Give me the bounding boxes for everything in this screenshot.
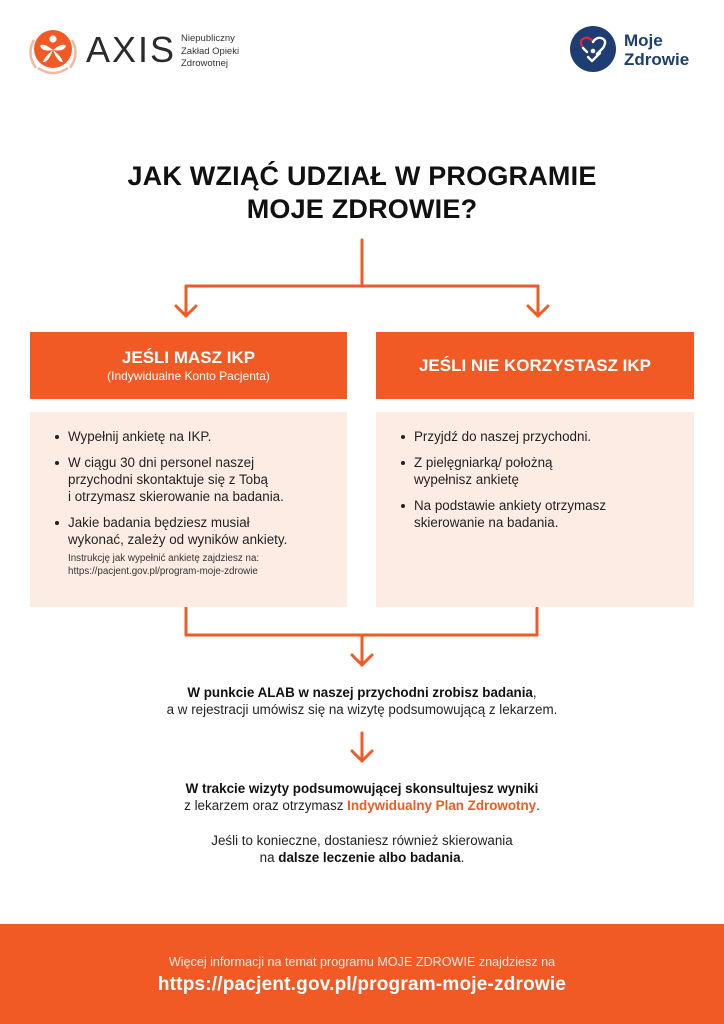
ikp-subheading: (Indywidualne Konto Pacjenta) — [107, 369, 270, 383]
axis-logo — [28, 26, 268, 74]
step-line — [0, 849, 724, 866]
moje-zdrowie-logo — [570, 26, 700, 76]
list-item-line: Z pielęgniarką/ położną — [414, 455, 553, 470]
punctuation: . — [536, 798, 540, 813]
list-item-line: Jakie badania będziesz musiał — [68, 515, 250, 530]
note-link[interactable]: https://pacjent.gov.pl/program-moje-zdrowie — [68, 566, 258, 577]
step-bold-text: dalsze leczenie albo badania — [278, 850, 461, 865]
step-line: Jeśli to konieczne, dostaniesz również skierowania — [211, 833, 513, 848]
list-item-line: Wypełnij ankietę na IKP. — [68, 429, 212, 444]
list-item-line: W ciągu 30 dni personel naszej — [68, 455, 255, 470]
list-item-line: skierowanie na badania. — [414, 515, 559, 530]
step-line: a w rejestracji umówisz się na wizytę podsumowującą z lekarzem. — [166, 702, 558, 717]
punctuation: , — [532, 685, 537, 700]
list-item — [400, 428, 676, 445]
merge-connector — [186, 608, 537, 665]
step-line — [0, 684, 724, 701]
heart-check-icon — [570, 26, 616, 72]
list-item-line: przychodni skontaktuje się z Tobą — [68, 472, 268, 487]
list-item-line: wykonać, zależy od wyników ankiety. — [68, 532, 288, 547]
arrow-down-icon — [528, 306, 548, 316]
step-lab-tests — [0, 684, 724, 718]
arrow-down-icon — [176, 306, 196, 316]
ikp-instruction-note — [54, 552, 329, 578]
axis-subtitle — [181, 33, 239, 71]
list-item-line: Przyjdź do naszej przychodni. — [414, 429, 592, 444]
step-summary-visit — [0, 780, 724, 814]
arrow-down-icon — [352, 655, 372, 665]
footer-url-link[interactable]: https://pacjent.gov.pl/program-moje-zdrowie — [157, 974, 567, 995]
axis-subtitle-line: Zdrowotnej — [181, 58, 228, 69]
axis-subtitle-line: Zakład Opieki — [181, 45, 240, 57]
step-referrals — [0, 832, 724, 866]
axis-subtitle-line: Niepubliczny — [181, 33, 235, 44]
mz-wordmark-line: Moje — [624, 31, 663, 50]
no-ikp-column-body — [376, 412, 694, 607]
footer-info-text: Więcej informacji na temat programu MOJE ZDROWIE znajdziesz na — [168, 955, 556, 969]
step-bold-text: W trakcie wizyty podsumowującej skonsultujesz wyniki — [185, 781, 539, 796]
step-line — [0, 797, 724, 814]
ikp-heading: JEŚLI MASZ IKP — [121, 348, 256, 367]
ikp-column-header — [30, 332, 347, 399]
ikp-steps-list — [54, 428, 329, 548]
moje-zdrowie-wordmark — [624, 31, 689, 69]
list-item — [54, 454, 329, 505]
list-item-line: Na podstawie ankiety otrzymasz — [414, 498, 607, 513]
step-text: na — [259, 850, 279, 865]
title-line: JAK WZIĄĆ UDZIAŁ W PROGRAMIE — [127, 161, 597, 191]
axis-person-circle-icon — [28, 26, 78, 76]
list-item — [400, 497, 676, 531]
list-item — [400, 454, 676, 488]
list-item-line: i otrzymasz skierowanie na badania. — [68, 489, 284, 504]
step-bold-text: W punkcie ALAB w naszej przychodni zrobisz badania — [187, 685, 533, 700]
ikp-column-body — [30, 412, 347, 607]
no-ikp-heading: JEŚLI NIE KORZYSTASZ IKP — [418, 356, 652, 375]
list-item — [54, 428, 329, 445]
list-item — [54, 514, 329, 548]
list-item-line: wypełnisz ankietę — [414, 472, 519, 487]
punctuation: . — [460, 850, 465, 865]
mz-wordmark-line: Zdrowie — [624, 50, 690, 69]
axis-wordmark: AXIS — [86, 29, 177, 70]
no-ikp-steps-list — [400, 428, 676, 531]
step-text: z lekarzem oraz otrzymasz — [184, 798, 348, 813]
health-plan-highlight: Indywidualny Plan Zdrowotny — [347, 798, 537, 813]
page-title — [0, 160, 724, 226]
title-line: MOJE ZDROWIE? — [246, 194, 478, 224]
note-line: Instrukcję jak wypełnić ankietę zajdziesz na: — [68, 553, 260, 564]
step-line — [0, 780, 724, 797]
no-ikp-column-header — [376, 332, 694, 399]
arrow-down-icon — [352, 733, 372, 761]
split-connector — [186, 240, 538, 316]
footer-banner — [0, 924, 724, 1024]
